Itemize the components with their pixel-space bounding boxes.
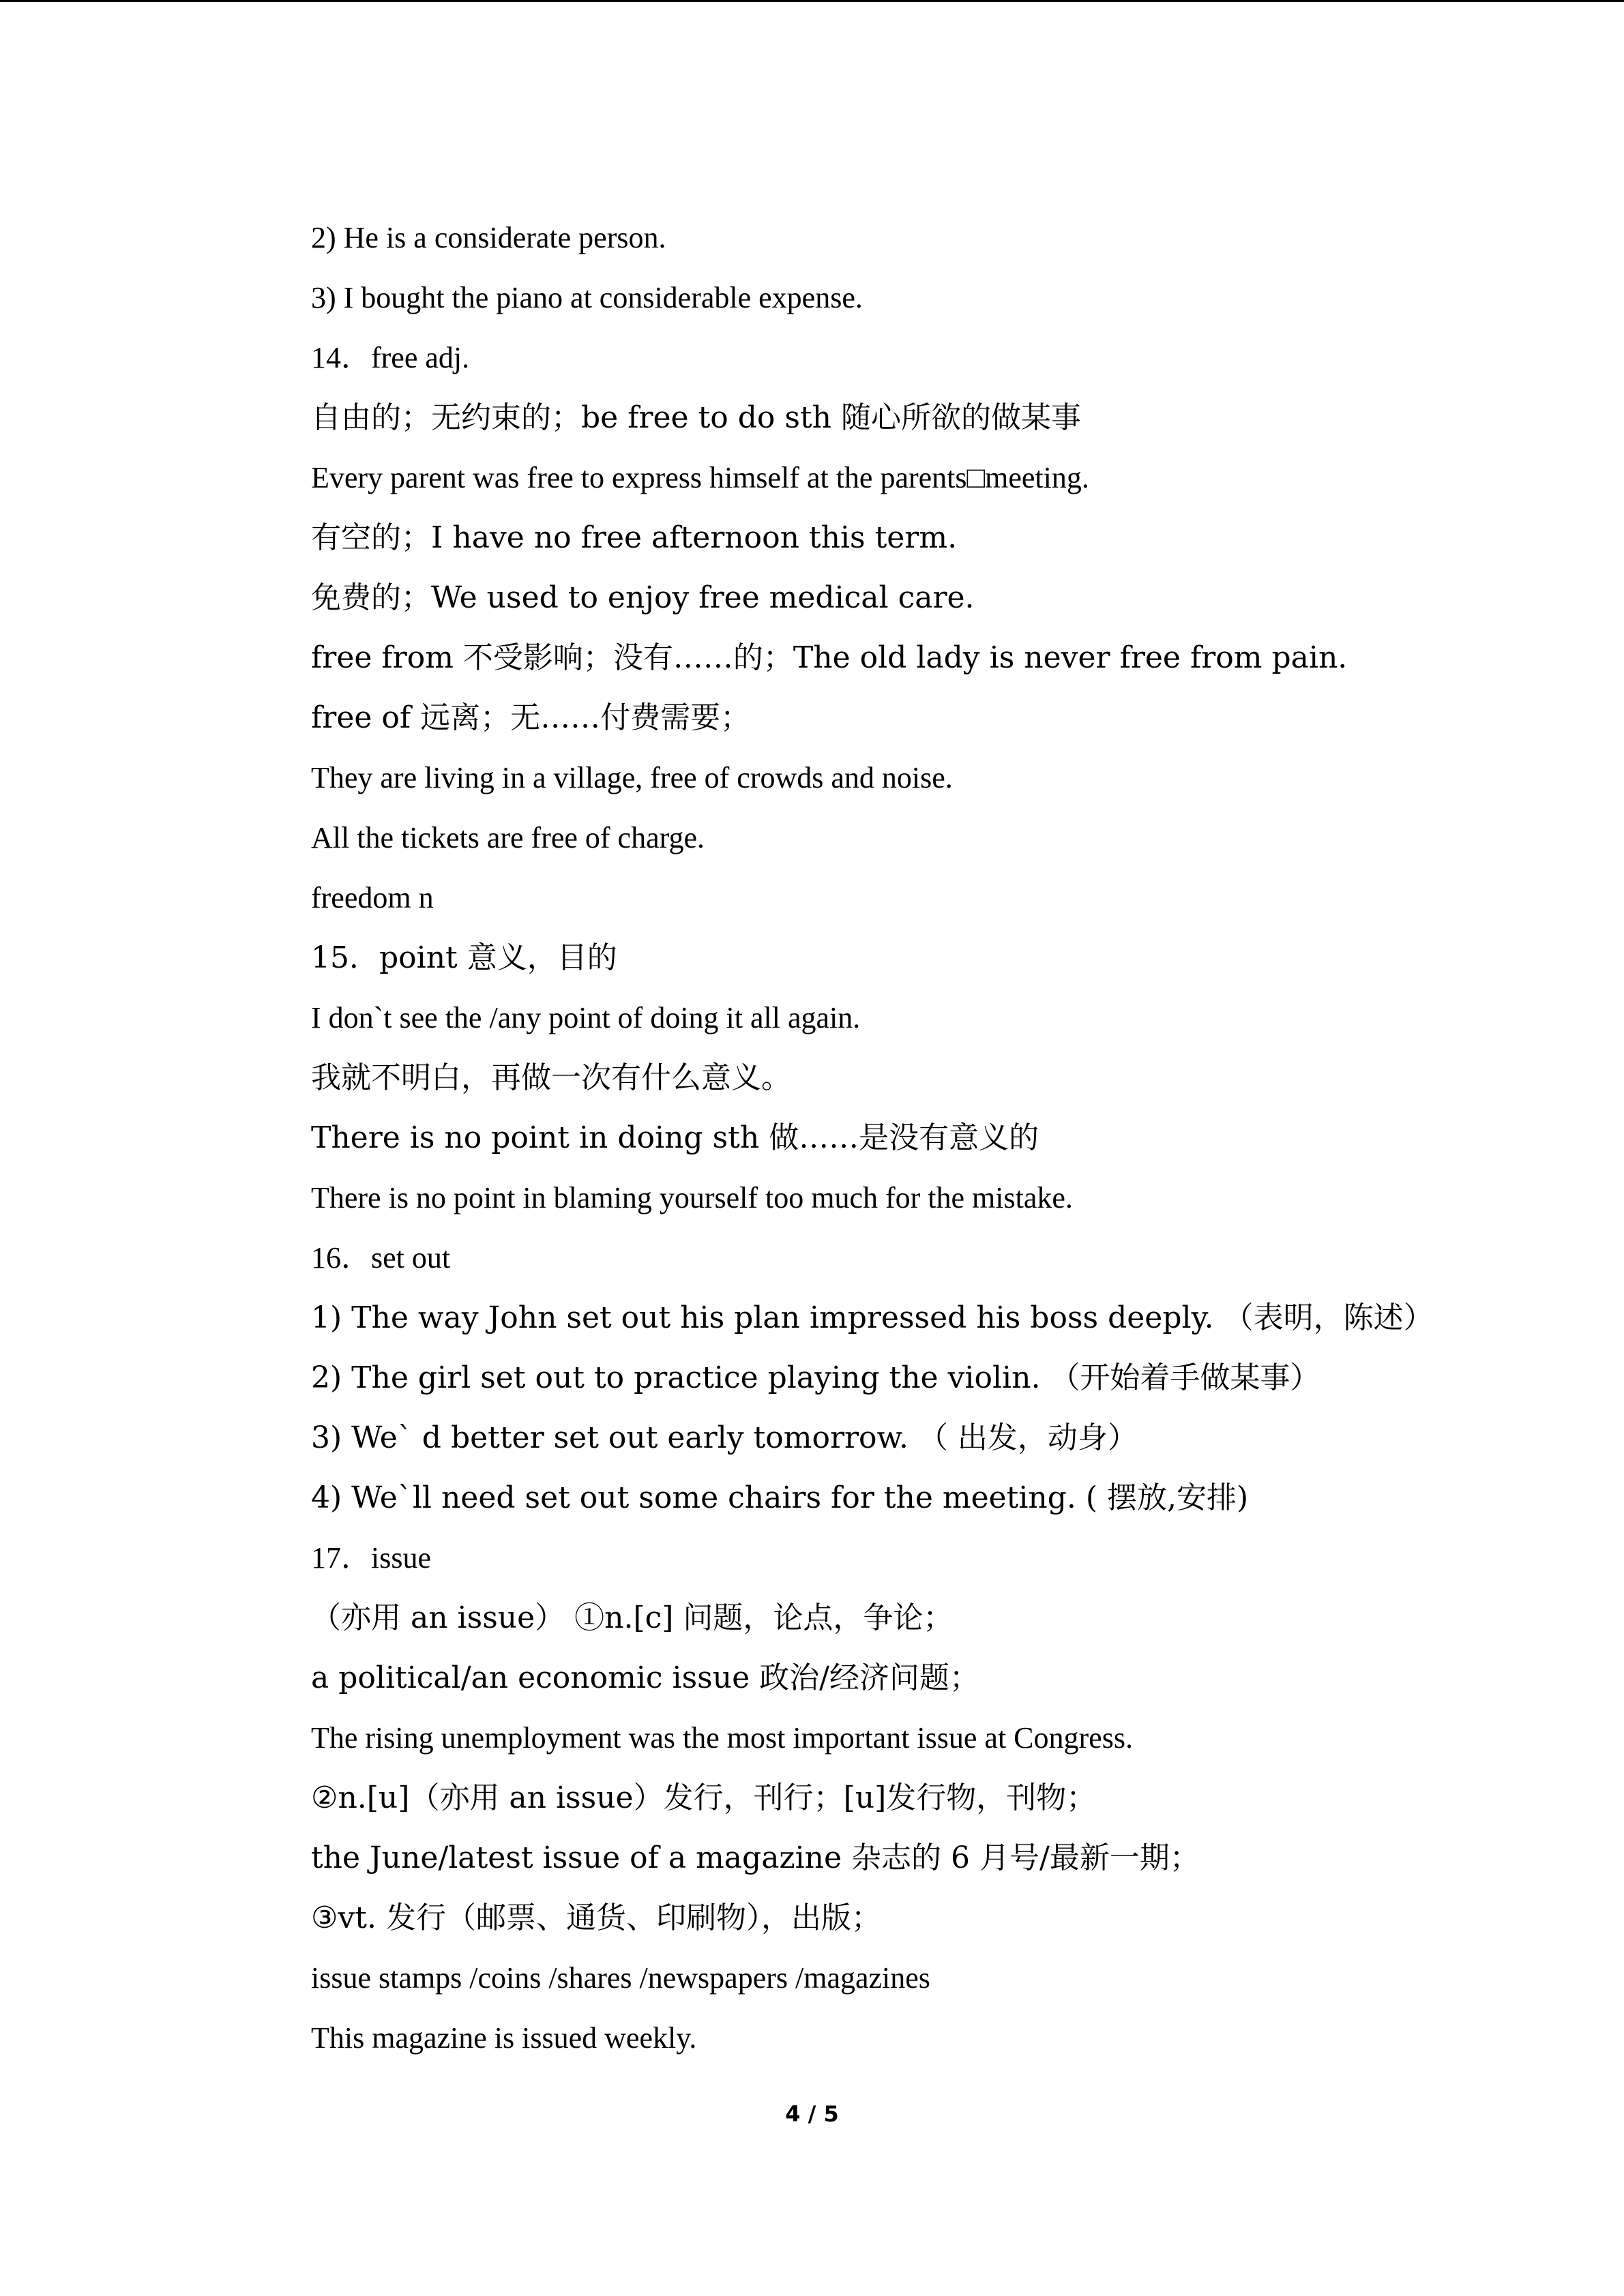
text-line: 免费的；We used to enjoy free medical care. [311, 580, 975, 615]
text-line: free from 不受影响；没有……的；The old lady is never free from pain. [311, 640, 1348, 675]
page-number: 4 / 5 [785, 2101, 839, 2127]
top-border-line [0, 0, 1624, 2]
text-line: 1) The way John set out his plan impressed his boss deeply. （表明，陈述） [311, 1300, 1434, 1335]
text-line: free of 远离；无……付费需要； [311, 700, 751, 735]
text-line: ②n.[u]（亦用 an issue）发行，刊行；[u]发行物，刊物； [311, 1780, 1097, 1815]
document-body [311, 217, 1471, 2077]
text-line: There is no point in doing sth 做……是没有意义的 [311, 1120, 1039, 1155]
text-line: 我就不明白，再做一次有什么意义。 [311, 1060, 791, 1095]
entry-heading: 17．issue [311, 1541, 431, 1575]
text-line: I don`t see the /any point of doing it all again. [311, 1001, 861, 1034]
text-line: 2) He is a considerate person. [311, 221, 666, 254]
text-line: freedom n [311, 881, 434, 914]
text-line: This magazine is issued weekly. [311, 2021, 697, 2055]
text-line: issue stamps /coins /shares /newspapers /magazines [311, 1961, 930, 1995]
text-line: the June/latest issue of a magazine 杂志的 6 月号/最新一期； [311, 1840, 1200, 1875]
text-line: There is no point in blaming yourself too much for the mistake. [311, 1181, 1073, 1214]
text-line: 4) We`ll need set out some chairs for the meeting. ( 摆放,安排) [311, 1480, 1249, 1515]
entry-heading: 14．free adj. [311, 341, 470, 374]
text-line: All the tickets are free of charge. [311, 821, 705, 854]
text-line: Every parent was free to express himself at the parents□meeting. [311, 461, 1089, 494]
text-line: 3) I bought the piano at considerable expense. [311, 281, 863, 314]
text-line: 3) We` d better set out early tomorrow. （ 出发，动身） [311, 1420, 1138, 1455]
text-line: They are living in a village, free of crowds and noise. [311, 761, 953, 794]
text-line: 自由的；无约束的；be free to do sth 随心所欲的做某事 [311, 400, 1081, 435]
text-line: ③vt. 发行（邮票、通货、印刷物），出版； [311, 1900, 881, 1935]
text-line: （亦用 an issue） ①n.[c] 问题，论点，争论； [311, 1600, 954, 1635]
entry-heading: 16．set out [311, 1241, 451, 1274]
text-line: a political/an economic issue 政治/经济问题； [311, 1660, 979, 1695]
text-line: 有空的；I have no free afternoon this term. [311, 520, 958, 555]
entry-heading: 15．point 意义，目的 [311, 940, 617, 975]
text-line: The rising unemployment was the most important issue at Congress. [311, 1721, 1133, 1755]
text-line: 2) The girl set out to practice playing the violin. （开始着手做某事） [311, 1360, 1320, 1395]
